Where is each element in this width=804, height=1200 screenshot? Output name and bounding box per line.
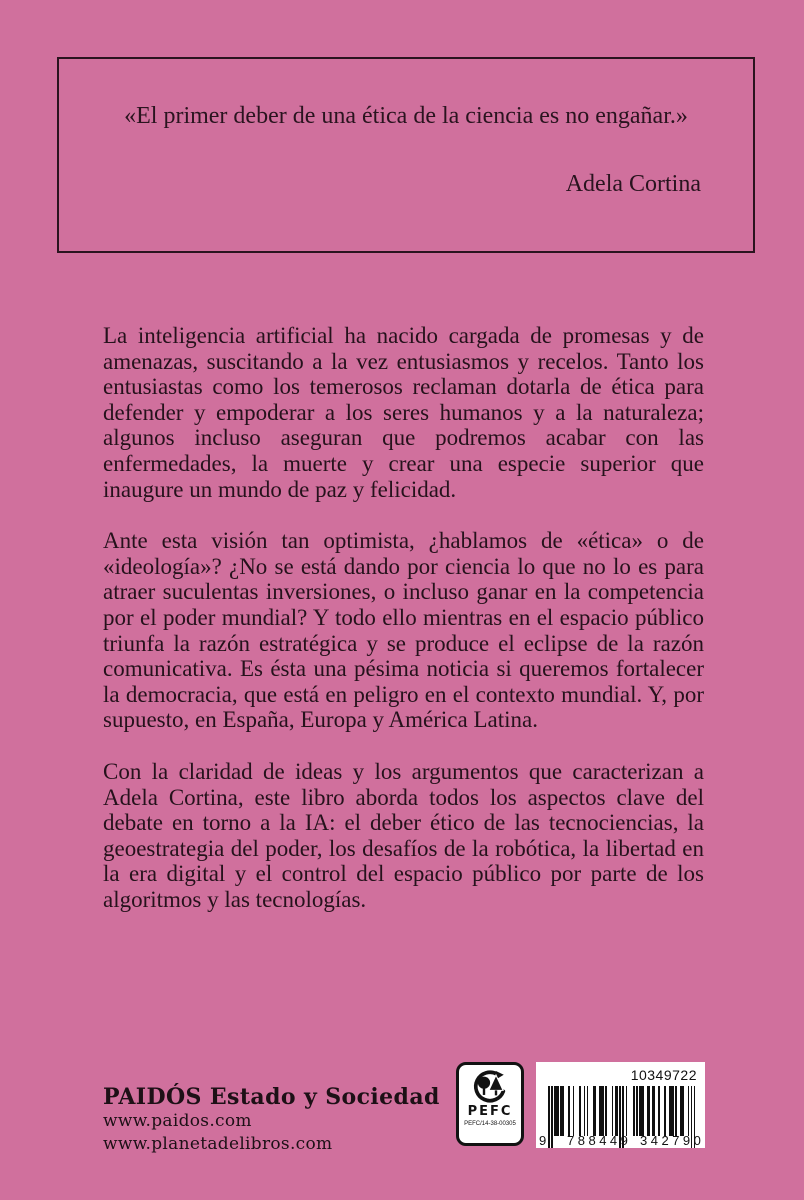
imprint-block: [103, 1084, 440, 1156]
synopsis-paragraph-3: Con la claridad de ideas y los argumentos que caracterizan a Adela Cortina, este libro aborda todos los aspectos clave del debate en torno a la IA: el deber ético de las tecnociencias, la geoestrategia del poder, los desafíos de la robótica, la libertad en la era digital y el control del espacio público por parte de los algoritmos y las tecnologías.: [103, 758, 704, 912]
barcode-panel: [536, 1062, 705, 1148]
quote-text: «El primer deber de una ética de la ciencia es no engañar.»: [124, 103, 688, 129]
pefc-trees-icon: [468, 1068, 512, 1104]
quote-attribution: Adela Cortina: [565, 171, 701, 197]
imprint-name: PAIDÓS Estado y Sociedad: [103, 1084, 440, 1110]
synopsis-paragraph-2: Ante esta visión tan optimista, ¿hablamos de «ética» o de «ideología»? ¿No se está dando por ciencia lo que no lo es para atraer suculentas inversiones, o incluso ganar en la competencia por el poder mundial? Y todo ello mientras en el espacio público triunfa la razón estratégica y se produce el eclipse de la razón comunicativa. Es ésta una pésima noticia si queremos fortalecer la democracia, que está en peligro en el contexto mundial. Y, por supuesto, en España, Europa y América Latina.: [103, 528, 704, 733]
synopsis: [103, 323, 704, 938]
publisher-url-paidos: www.paidos.com: [103, 1111, 252, 1131]
publisher-url-planetadelibros: www.planetadelibros.com: [103, 1134, 333, 1154]
ean-digit-group-right: 342790: [640, 1133, 705, 1148]
pefc-certification-badge: [456, 1062, 524, 1146]
pefc-cert-code: PEFC/14-38-00305: [464, 1121, 516, 1127]
quote-box: [57, 57, 755, 253]
synopsis-paragraph-1: La inteligencia artificial ha nacido cargada de promesas y de amenazas, suscitando a la vez entusiasmos y recelos. Tanto los entusiastas como los temerosos reclaman dotarla de ética para defender y empoderar a los seres humanos y a la naturaleza; algunos incluso aseguran que podremos acabar con las enfermedades, la muerte y crear una especie superior que inaugure un mundo de paz y felicidad.: [103, 323, 704, 502]
product-code: 10349722: [630, 1067, 697, 1083]
ean-digit-lead: 9: [539, 1133, 547, 1148]
ean-digit-group-left: 788449: [567, 1133, 632, 1148]
pefc-label: PEFC: [467, 1104, 513, 1119]
